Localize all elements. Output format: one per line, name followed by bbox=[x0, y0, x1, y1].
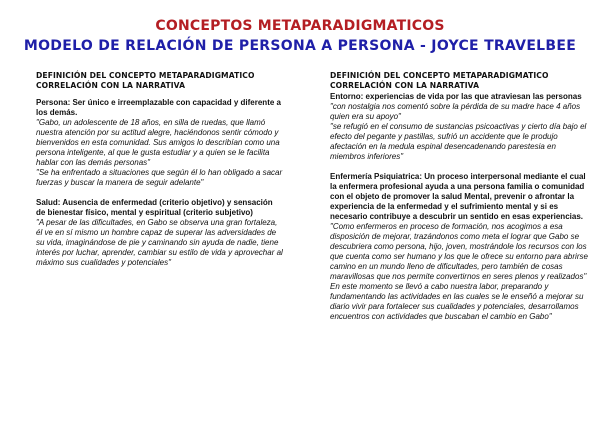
left-heading-line1: DEFINICIÓN DEL CONCEPTO METAPARADIGMATICO bbox=[36, 71, 255, 80]
right-heading-line1: DEFINICIÓN DEL CONCEPTO METAPARADIGMATICO bbox=[330, 71, 549, 80]
entorno-quote-2: "se refugió en el consumo de sustancias psicoactivas y cierto día bajo el efecto del pegante y pastillas, sufrió un accidente que le produjo afectación en la medula espinal desencadenando parestesia en miembros inferiores" bbox=[330, 122, 587, 161]
persona-definition: Persona: Ser único e irreemplazable con capacidad y diferente a los demás. bbox=[36, 98, 281, 117]
page-subtitle: MODELO DE RELACIÓN DE PERSONA A PERSONA - JOYCE TRAVELBEE bbox=[23, 38, 577, 54]
enfermeria-definition: Enfermería Psiquiatrica: Un proceso interpersonal mediante el cual la enfermera profesional ayuda a una persona familia o comunidad con el objeto de promover la salud Mental, prevenir o afrontar la experiencia de la enfermedad y el sufrimiento mental y si es necesario contribuye a descubrir un sentido en esas experiencias. bbox=[330, 172, 586, 221]
left-column bbox=[36, 71, 284, 268]
page-title: CONCEPTOS METAPARADIGMATICOS bbox=[155, 18, 445, 34]
enfermeria-quote-1: "Como enfermeros en proceso de formación, nos acogimos a esa disposición de mejorar, trazándonos como meta el lograr que Gabo se descubriera como persona, hijo, joven, mostrándole los recursos con los que cuenta como ser humano y los que le ofrece su entorno para abrirse camino en un mundo lleno de dificultades, pero también de cosas maravillosas que nos permite convertirnos en seres plenos y realizados" bbox=[330, 222, 588, 281]
section-gap bbox=[36, 188, 284, 198]
right-heading-line2: CORRELACIÓN CON LA NARRATIVA bbox=[330, 81, 480, 90]
persona-quote-1: "Gabo, un adolescente de 18 años, en silla de ruedas, que llamó nuestra atención por su actitud alegre, haciéndonos sentir cómodo y bienvenidos en esta comunidad. Sus amigos lo describían como una persona inteligente, al que le gusta estudiar y a quien se le facilita hablar con las demás personas" bbox=[36, 118, 280, 167]
left-column-heading bbox=[36, 71, 284, 91]
left-heading-line2: CORRELACIÓN CON LA NARRATIVA bbox=[36, 81, 186, 90]
persona-quote-2: "Se ha enfrentado a situaciones que según él lo han obligado a sacar fuerzas y buscar la manera de seguir adelante" bbox=[36, 168, 283, 187]
enfermeria-quote-2: En este momento se llevó a cabo nuestra labor, preparando y fundamentando las actividades en las cuales se le enseñó a mejorar su diario vivir para fortalecer sus cualidades y potenciales, desarrollamos encuentros con actividades que buscaban el cambio en Gabo" bbox=[330, 282, 584, 321]
salud-definition: Salud: Ausencia de enfermedad (criterio objetivo) y sensación de bienestar físico, mental y espiritual (criterio subjetivo) bbox=[36, 198, 273, 217]
entorno-quote-1: "con nostalgia nos comentó sobre la pérdida de su madre hace 4 años quien era su apoyo" bbox=[330, 102, 581, 121]
right-column bbox=[330, 71, 592, 322]
right-column-heading bbox=[330, 71, 592, 91]
salud-quote: "A pesar de las dificultades, en Gabo se observa una gran fortaleza, él ve en sí mismo un hombre capaz de superar las adversidades de su vida, imaginándose de pie y caminando sin ayuda de nadie, tiene interés por luchar, aprender, cambiar su estilo de vida y aprovechar al máximo sus cualidades y potenciales" bbox=[36, 218, 283, 267]
entorno-definition: Entorno: experiencias de vida por las que atraviesan las personas bbox=[330, 92, 582, 101]
section-gap bbox=[330, 162, 592, 172]
